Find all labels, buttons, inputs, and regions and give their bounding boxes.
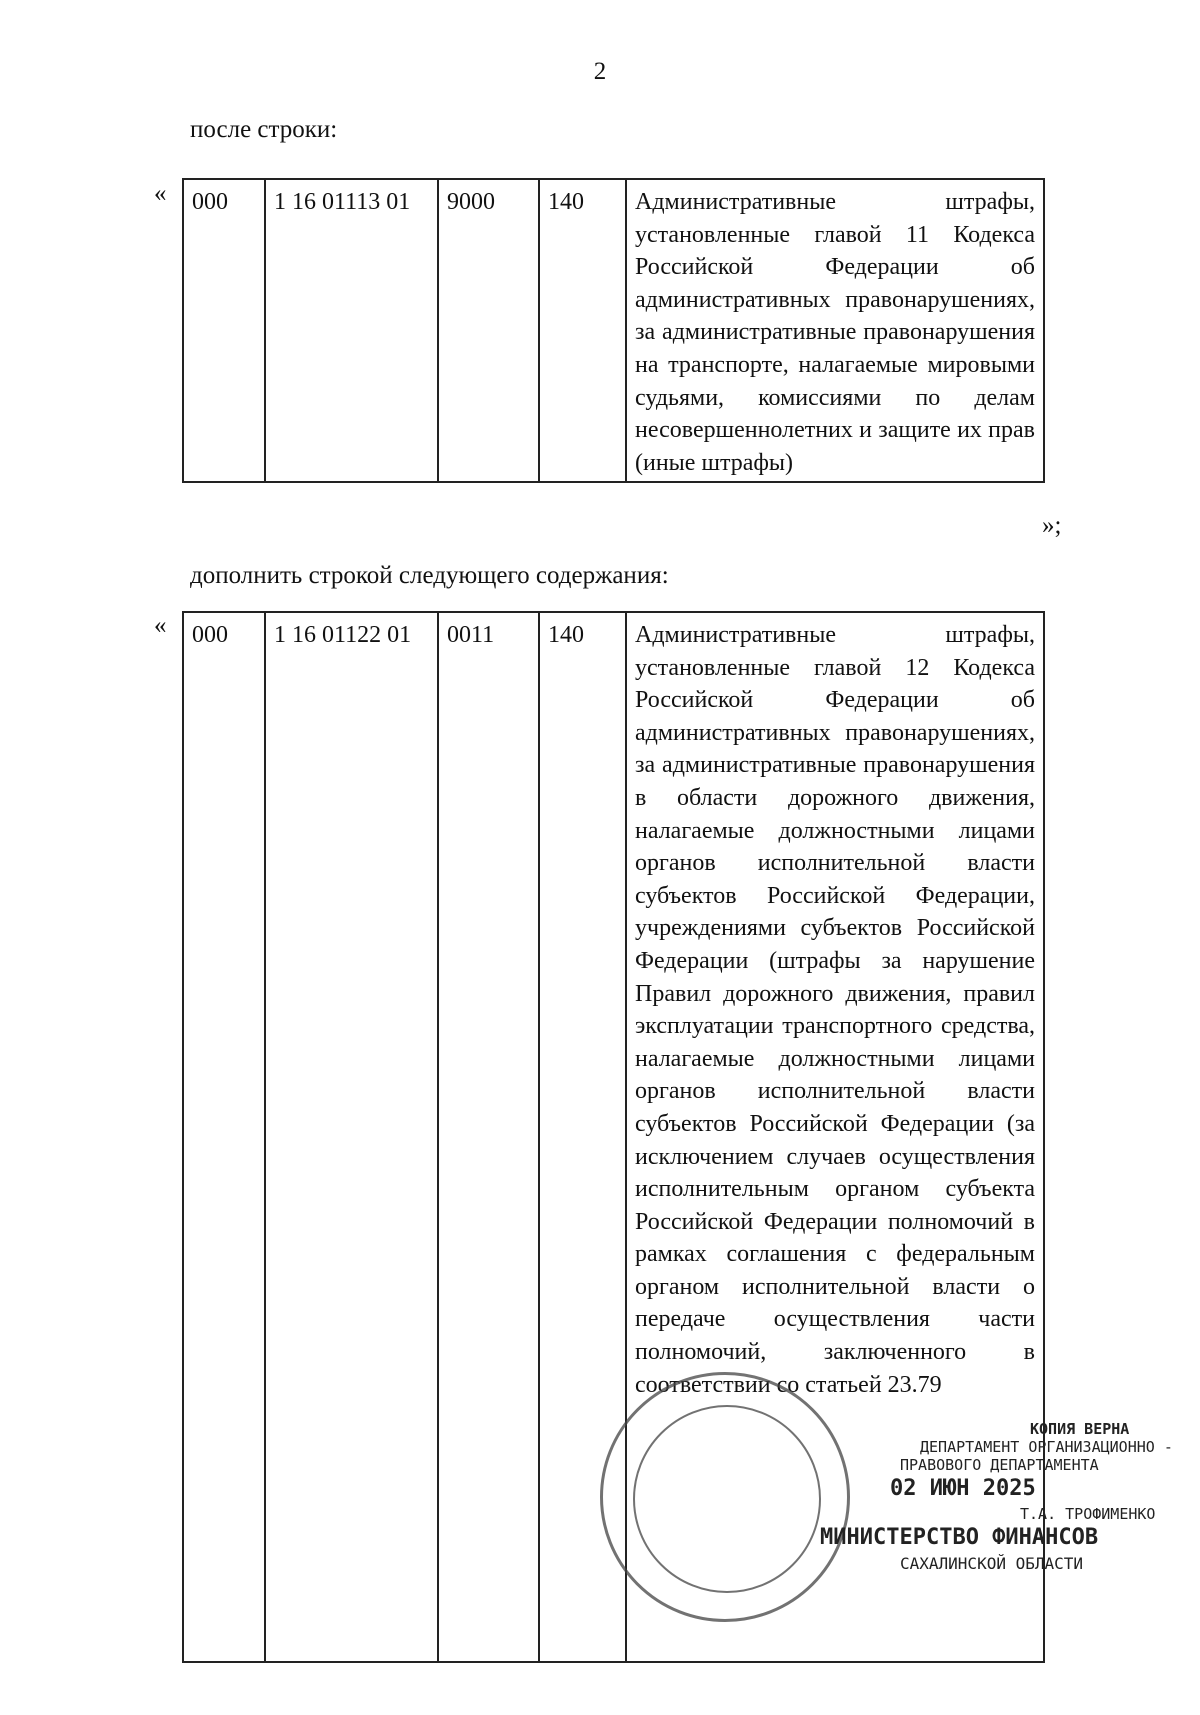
intro-after-text: после строки: <box>190 116 338 143</box>
cell-description: Административные штрафы, установленные главой 12 Кодекса Российской Федерации об административных правонарушениях, за административные правонарушения в области дорожного движения, налагаемые должностными лицами органов исполнительной власти субъектов Российской Федерации, учреждениями субъектов Российской Федерации (штрафы за нарушение Правил дорожного движения, правил эксплуатации транспортного средства, налагаемые должностными лицами органов исполнительной власти субъектов Российской Федерации (за исключением случаев осуществления исполнительным органом субъекта Российской Федерации полномочий в рамках соглашения с федеральным органом исполнительной власти о передаче осуществления части полномочий, заключенного в соответствии со статьей 23.79 <box>626 612 1044 1662</box>
table-row-after <box>182 178 1045 483</box>
quote-open-1: « <box>154 180 167 207</box>
cell-admin-code: 000 <box>183 612 265 1662</box>
stamp-name: Т.А. ТРОФИМЕНКО <box>1020 1505 1156 1523</box>
cell-sub-code: 0011 <box>438 612 539 1662</box>
stamp-line-legal: ПРАВОВОГО ДЕПАРТАМЕНТА <box>900 1456 1099 1474</box>
official-seal <box>600 1372 850 1622</box>
certification-stamp <box>820 1420 1173 1573</box>
page-number: 2 <box>593 58 607 85</box>
quote-open-2: « <box>154 612 167 639</box>
cell-kosgu-code: 140 <box>539 179 626 482</box>
cell-sub-code: 9000 <box>438 179 539 482</box>
stamp-date: 02 ИЮН 2025 <box>890 1476 1036 1501</box>
cell-description: Административные штрафы, установленные главой 11 Кодекса Российской Федерации об административных правонарушениях, за административные правонарушения на транспорте, налагаемые мировыми судьями, комиссиями по делам несовершеннолетних и защите их прав (иные штрафы) <box>626 179 1044 482</box>
intro-add-text: дополнить строкой следующего содержания: <box>190 562 669 589</box>
cell-kosgu-code: 140 <box>539 612 626 1662</box>
table-row <box>183 179 1044 482</box>
cell-kbk-code: 1 16 01113 01 <box>265 179 438 482</box>
stamp-ministry: МИНИСТЕРСТВО ФИНАНСОВ <box>820 1525 1099 1550</box>
stamp-region: САХАЛИНСКОЙ ОБЛАСТИ <box>900 1554 1084 1573</box>
cell-admin-code: 000 <box>183 179 265 482</box>
quote-close-1: »; <box>1042 512 1062 539</box>
cell-kbk-code: 1 16 01122 01 <box>265 612 438 1662</box>
stamp-line-copy: КОПИЯ ВЕРНА <box>1030 1420 1130 1438</box>
stamp-line-dept: ДЕПАРТАМЕНТ ОРГАНИЗАЦИОННО - <box>920 1438 1173 1456</box>
